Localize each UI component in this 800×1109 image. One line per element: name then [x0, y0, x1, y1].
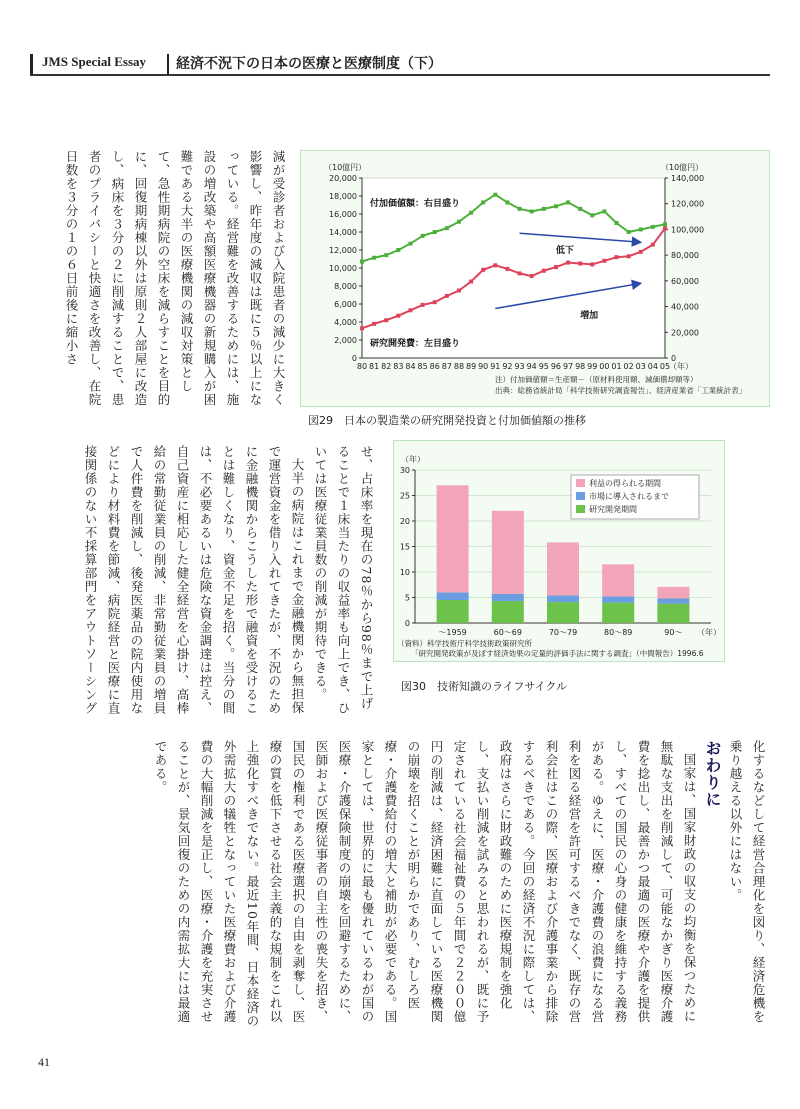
bar-segment: [547, 595, 579, 602]
x-tick-label: 84: [405, 362, 416, 371]
data-point: [566, 261, 570, 265]
y-tick-label: 5: [404, 593, 410, 603]
right-tick-label: 140,000: [671, 174, 705, 183]
data-point: [651, 225, 655, 229]
data-point: [384, 253, 388, 257]
text-column-c: [50, 740, 770, 1030]
x-tick-label: 81: [369, 362, 380, 371]
data-point: [408, 242, 412, 246]
x-tick-label: 86: [429, 362, 440, 371]
data-point: [651, 243, 655, 247]
data-point: [627, 254, 631, 258]
x-tick-label: 97: [562, 362, 574, 371]
left-tick-label: 16,000: [329, 210, 357, 219]
y-tick-label: 20: [399, 517, 410, 526]
data-point: [518, 207, 522, 211]
data-point: [360, 260, 364, 264]
legend-label: 市場に導入されるまで: [589, 492, 669, 501]
figure-source: 「研究開発政策が及ぼす経済効果の定量的評価手法に関する調査」（中間報告）1996.6: [411, 649, 704, 658]
data-point: [639, 250, 643, 254]
x-tick-label: 91: [490, 362, 501, 371]
data-point: [469, 280, 473, 284]
left-tick-label: 8,000: [334, 282, 357, 291]
y-tick-label: 15: [399, 542, 410, 552]
left-tick-label: 4,000: [334, 318, 357, 327]
bar-segment: [657, 604, 689, 623]
left-axis-unit: （10億円）: [324, 163, 367, 172]
bar-segment: [657, 599, 689, 604]
bar-segment: [492, 601, 524, 623]
bar-segment: [492, 511, 524, 594]
x-tick-label: 00: [599, 362, 610, 371]
data-point: [518, 271, 522, 275]
x-tick-label: 80: [356, 362, 368, 371]
data-point: [505, 200, 509, 204]
data-point: [615, 221, 619, 225]
y-axis-unit: （年）: [401, 455, 425, 464]
paragraph: 化するなどして経営合理化を図り、経済危機を乗り越える以外にはない。: [728, 740, 766, 1024]
data-point: [421, 303, 425, 307]
bar-segment: [602, 596, 634, 602]
annotation-down: 低下: [555, 246, 574, 257]
data-point: [578, 262, 582, 266]
bar-segment: [437, 600, 469, 623]
y-tick-label: 30: [399, 466, 410, 475]
bar-segment: [547, 602, 579, 623]
x-tick-label: 04: [647, 362, 658, 371]
y-tick-label: 10: [399, 568, 410, 577]
left-tick-label: 20,000: [329, 174, 357, 183]
x-tick-label: 87: [441, 362, 452, 371]
bar-chart: [393, 440, 725, 640]
data-point: [469, 211, 473, 215]
x-tick-label: 03: [635, 362, 646, 371]
right-tick-label: 40,000: [671, 302, 699, 312]
figure-caption: 図30 技術知識のライフサイクル: [401, 680, 568, 693]
left-tick-label: 12,000: [329, 246, 357, 255]
figure-30: [393, 440, 725, 698]
x-tick-label: 95: [538, 362, 549, 371]
data-point: [627, 230, 631, 234]
data-point: [542, 207, 546, 211]
figure-caption: 図29 日本の製造業の研究開発投資と付加価値額の推移: [308, 414, 586, 427]
left-tick-label: 2,000: [334, 336, 357, 345]
x-tick-label: 94: [526, 362, 537, 371]
data-point: [663, 226, 667, 230]
paragraph: せ、占床率を現在の78％から98％まで上げることで１床当たりの収益率も向上でき、ひいては医療従業員数の削減が期待できる。: [313, 445, 374, 715]
page-number: 41: [38, 1055, 50, 1069]
data-point: [590, 262, 594, 266]
data-point: [445, 294, 449, 298]
header-rule: [30, 74, 770, 76]
x-tick-label: 83: [393, 362, 404, 371]
paragraph: 減が受診者および入院患者の減少に大きく影響し、昨年度の減収は既に５％以上になっている。経営難を改善するためには、施設の増改築や高額医療機器の新規購入が困難である大半の医療機関の減収対策として、急性期病院の空床を減らすことを目的に、回復期病棟以外は原則２人部屋に改造し、病床を３分の２に削減することで、患者のプライバシーと快適さを改善し、在院日数を３分の１の６日前後に縮小さ: [64, 150, 286, 407]
x-tick-label: 80～89: [604, 628, 633, 637]
paragraph: 大半の病院はこれまで金融機関から無担保で運営資金を借り入れてきたが、不況のために金融機関からこうした形で融資を受けることは難しくなり、資金不足を招く。当分の間は、不必要あるいは危険な資金調達は控え、自己資産に相応した健全経営を心掛け、高棒給の常勤従業員の削減、非常勤従業員の増員で人件費を削減し、後発医薬品の院内使用などにより材料費を節減、病院経営と医療に直接関係のない不採算部門をアウトソーシング: [83, 445, 305, 715]
figure-source: 出典：総務省統計局「科学技術研究調査報告」、経済産業省「工業統計表」: [495, 386, 747, 395]
data-point: [421, 234, 425, 238]
data-point: [457, 289, 461, 293]
bar-segment: [492, 594, 524, 601]
right-tick-label: 20,000: [671, 328, 699, 338]
right-tick-label: 60,000: [671, 276, 699, 286]
x-tick-label: 05: [659, 362, 671, 371]
y-tick-label: 25: [399, 491, 410, 501]
bar-segment: [547, 542, 579, 595]
data-point: [615, 255, 619, 259]
right-axis-unit: （10億円）: [661, 163, 704, 172]
figure-note: 注）付加価値額＝生産額－（原材料使用額、減価償却額等）: [495, 375, 698, 384]
data-point: [554, 204, 558, 208]
data-point: [530, 274, 534, 278]
x-tick-label: 96: [550, 362, 562, 371]
data-point: [481, 268, 485, 272]
series-label: JMS Special Essay: [42, 54, 147, 69]
x-tick-label: 01: [611, 362, 622, 371]
x-tick-label: 89: [465, 362, 477, 371]
right-tick-label: 80,000: [671, 251, 699, 261]
data-point: [578, 207, 582, 211]
legend-swatch: [576, 505, 585, 513]
y-tick-label: 0: [404, 619, 410, 628]
header-mark: [30, 54, 33, 74]
data-point: [602, 259, 606, 263]
text-column-b: [48, 445, 378, 715]
x-tick-label: 02: [623, 362, 634, 371]
data-point: [445, 226, 449, 230]
data-point: [542, 269, 546, 273]
data-point: [396, 314, 400, 318]
left-tick-label: 0: [351, 354, 357, 363]
x-tick-label: 82: [381, 362, 392, 371]
x-tick-label: 93: [514, 362, 525, 371]
legend-swatch: [576, 492, 585, 500]
running-header: [30, 50, 770, 78]
data-point: [433, 230, 437, 234]
x-axis-unit: （年）: [669, 362, 693, 371]
bar-segment: [602, 603, 634, 623]
series-label-value-added: 付加価値額：右目盛り: [370, 199, 461, 209]
header-separator: [167, 54, 169, 74]
data-point: [384, 318, 388, 322]
left-tick-label: 10,000: [329, 264, 357, 273]
x-tick-label: 88: [453, 362, 465, 371]
essay-title: 経済不況下の日本の医療と医療制度（下）: [176, 56, 442, 72]
data-point: [493, 263, 497, 267]
data-point: [372, 256, 376, 260]
x-tick-label: 90: [478, 362, 489, 371]
x-tick-label: 60～69: [493, 628, 522, 637]
left-tick-label: 18,000: [329, 192, 357, 201]
data-point: [639, 227, 643, 231]
data-point: [505, 267, 509, 271]
data-point: [408, 308, 412, 312]
left-tick-label: 6,000: [334, 300, 357, 309]
series-label-rd: 研究開発費：左目盛り: [370, 339, 461, 349]
right-tick-label: 100,000: [671, 225, 705, 235]
paragraph: 国家は、国家財政の収支の均衡を保つために無駄な支出を削減して、可能なかぎり医療介護費を捻出し、最善かつ最適の医療や介護を提供し、すべての国民の心身の健康を維持する義務がある。ゆえに、医療・介護費の浪費になる営利を図る経営を許可するべきでなく、既存の営利会社はこの際、医療および介護事業から排除するべきである。今回の経済不況に際しては、政府はさらに財政難のために医療規制を強化し、支払い削減を試みると思われるが、既に予定されている社会福祉費の５年間で２２００億円の削減は、経済困難に直面している医療機関の崩壊を招くことが明らかであり、むしろ医療・介護費給付の増大と補助が必要である。国家としては、世界的に最も優れているわが国の医療・介護保険制度の崩壊を回避するために、医師および医療従事者の自主性の喪失を招き、国民の権利である医療選択の自由を剥奪し、医療の質を低下させる社会主義的な規制をこれ以上強化すべきでない。最近10年間、日本経済の外需拡大の犠牲となっていた医療費および介護費の大幅削減を是正し、医療・介護を充実させることが、景気回復のための内需拡大には最適である。: [153, 740, 697, 1028]
x-tick-label: 92: [502, 362, 513, 371]
line-chart: [300, 150, 770, 400]
bar-segment: [602, 564, 634, 596]
legend-label: 利益の得られる期間: [589, 479, 661, 488]
data-point: [372, 322, 376, 326]
x-tick-label: 98: [575, 362, 586, 371]
legend-swatch: [576, 479, 585, 487]
data-point: [663, 222, 667, 226]
left-tick-label: 14,000: [329, 228, 357, 237]
bar-segment: [437, 592, 469, 600]
figure-note: （資料）科学技術庁科学技術政策研究所: [397, 639, 532, 648]
data-point: [602, 209, 606, 213]
bar-segment: [437, 485, 469, 592]
section-heading: おわりに: [703, 740, 722, 808]
data-point: [481, 200, 485, 204]
right-tick-label: 0: [671, 354, 677, 363]
data-point: [530, 209, 534, 213]
figure-29: [300, 150, 770, 430]
data-point: [554, 265, 558, 269]
data-point: [590, 213, 594, 217]
text-column-a: [48, 150, 290, 415]
data-point: [360, 326, 364, 330]
x-tick-label: 99: [587, 362, 598, 371]
x-tick-label: 90～: [664, 628, 683, 637]
bar-segment: [657, 587, 689, 599]
annotation-up: 増加: [580, 311, 599, 322]
x-tick-label: 85: [417, 362, 428, 371]
data-point: [493, 193, 497, 197]
x-tick-label: 70～79: [548, 628, 578, 637]
data-point: [457, 220, 461, 224]
legend-label: 研究開発期間: [589, 505, 637, 514]
x-axis-unit: （年）: [697, 628, 721, 637]
x-tick-label: ～1959: [438, 628, 467, 637]
right-tick-label: 120,000: [671, 199, 705, 209]
data-point: [566, 200, 570, 204]
data-point: [433, 300, 437, 304]
data-point: [396, 248, 400, 252]
